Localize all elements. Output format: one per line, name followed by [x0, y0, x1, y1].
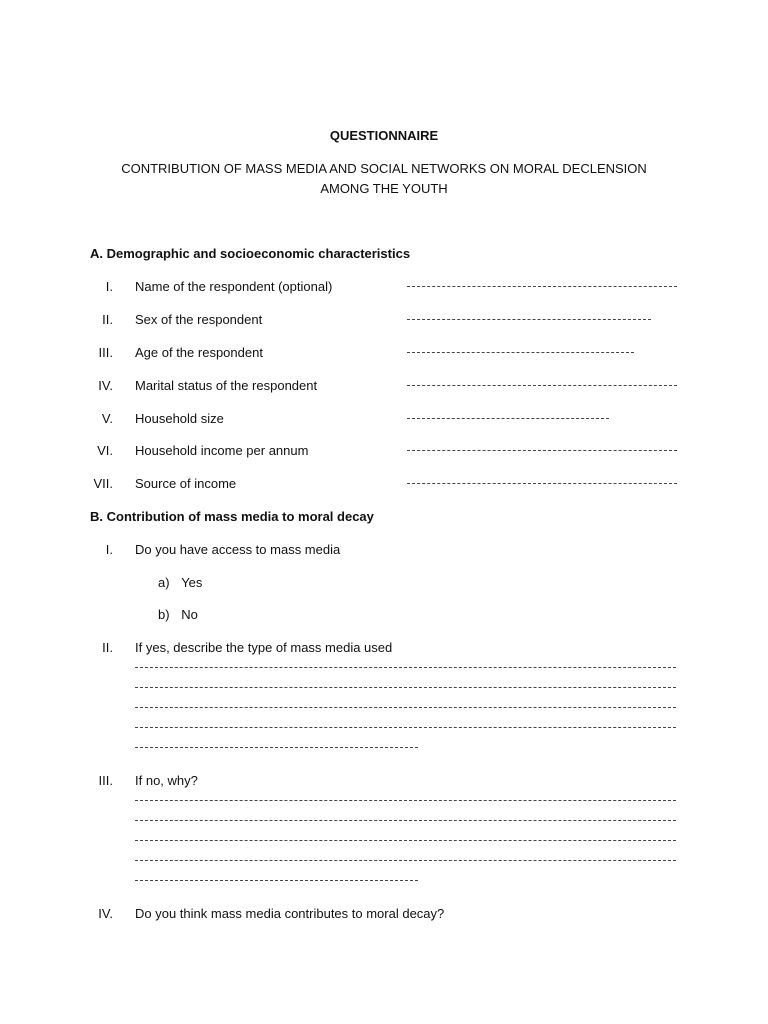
subtitle-line-2: AMONG THE YOUTH: [320, 181, 448, 196]
answer-line[interactable]: [407, 352, 634, 353]
answer-line[interactable]: [407, 418, 609, 419]
section-b-heading: B. Contribution of mass media to moral decay: [90, 509, 374, 524]
answer-line[interactable]: [407, 385, 677, 386]
option-text: Yes: [181, 575, 203, 590]
answer-line[interactable]: [135, 860, 676, 861]
option-letter: a): [158, 575, 170, 590]
question-text: If no, why?: [135, 773, 198, 788]
section-a-heading: A. Demographic and socioeconomic characteristics: [90, 246, 411, 261]
item-label: Sex of the respondent: [135, 312, 263, 327]
question-text: Do you have access to mass media: [135, 542, 341, 557]
answer-line[interactable]: [407, 319, 651, 320]
item-number: VII.: [93, 476, 113, 491]
option-b[interactable]: [158, 607, 198, 622]
answer-line[interactable]: [135, 880, 418, 881]
item-number: V.: [101, 411, 113, 426]
item-label: Name of the respondent (optional): [135, 279, 333, 294]
item-label: Household size: [135, 411, 224, 426]
item-number: VI.: [97, 443, 113, 458]
answer-line[interactable]: [135, 747, 418, 748]
question-number: III.: [98, 773, 113, 788]
subtitle-line-1: CONTRIBUTION OF MASS MEDIA AND SOCIAL NETWORKS ON MORAL DECLENSION: [121, 161, 647, 176]
item-number: IV.: [98, 378, 113, 393]
answer-line[interactable]: [135, 840, 676, 841]
item-label: Household income per annum: [135, 443, 309, 458]
question-text: Do you think mass media contributes to moral decay?: [135, 906, 445, 921]
answer-line[interactable]: [407, 286, 677, 287]
item-label: Marital status of the respondent: [135, 378, 318, 393]
answer-line[interactable]: [407, 483, 677, 484]
item-number: I.: [105, 279, 113, 294]
answer-line[interactable]: [135, 727, 676, 728]
question-number: IV.: [98, 906, 113, 921]
answer-line[interactable]: [135, 800, 676, 801]
option-text: No: [181, 607, 198, 622]
question-text: If yes, describe the type of mass media used: [135, 640, 393, 655]
page-title: QUESTIONNAIRE: [329, 128, 439, 143]
answer-line[interactable]: [135, 687, 676, 688]
item-label: Age of the respondent: [135, 345, 263, 360]
answer-line[interactable]: [407, 450, 677, 451]
answer-line[interactable]: [135, 820, 676, 821]
question-number: I.: [105, 542, 113, 557]
option-letter: b): [158, 607, 170, 622]
question-number: II.: [102, 640, 113, 655]
item-number: III.: [98, 345, 113, 360]
option-a[interactable]: [158, 575, 202, 590]
item-label: Source of income: [135, 476, 237, 491]
answer-line[interactable]: [135, 667, 676, 668]
answer-line[interactable]: [135, 707, 676, 708]
item-number: II.: [102, 312, 113, 327]
